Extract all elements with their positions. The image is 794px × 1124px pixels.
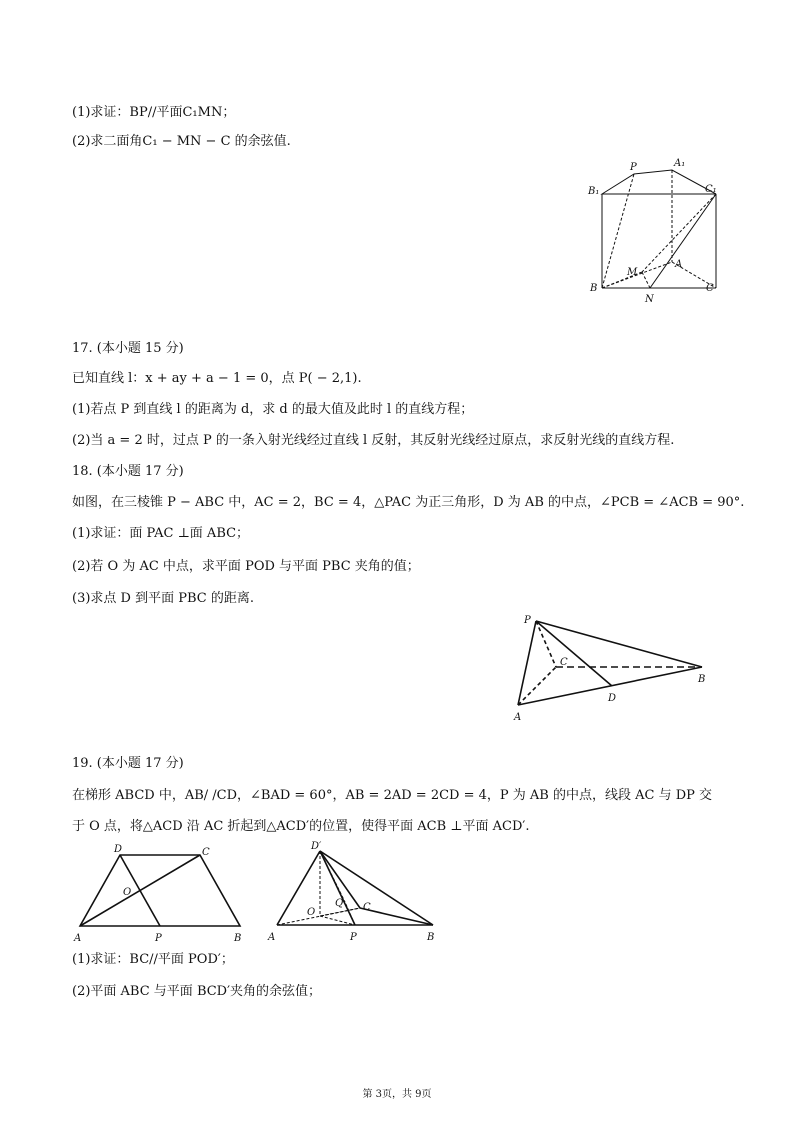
trapezoid-abcd [80,855,240,926]
label-b: B [590,283,598,294]
q19-header: 19. (本小题 17 分) [72,756,184,771]
label-c: C [363,902,371,913]
q19-part1: (1)求证：BC//平面 POD′； [72,952,234,967]
q17-part2: (2)当 a = 2 时，过点 P 的一条入射光线经过直线 l 反射，其反射光线经过原点，求反射光线的直线方程. [72,433,675,448]
edge-pa [518,621,536,705]
pyramid-figure [510,610,720,725]
label-a: A [268,932,276,943]
trapezoid-figure [70,838,255,948]
segment-op [320,916,355,925]
q16-part2: (2)求二面角C₁ − MN − C 的余弦值. [72,134,291,149]
q17-header: 17. (本小题 15 分) [72,341,184,356]
label-o: O [307,907,316,918]
segment-mn [642,272,650,288]
label-b: B [234,933,242,944]
folded-figure [265,836,445,948]
prism-figure [580,150,720,310]
label-o: O [123,887,132,898]
label-a: A [514,712,522,723]
label-c1: C₁ [705,184,717,195]
label-p: P [155,933,162,944]
q18-part2: (2)若 O 为 AC 中点，求平面 POD 与平面 PBC 夹角的值； [72,559,420,574]
q18-part1: (1)求证：面 PAC ⊥面 ABC； [72,526,250,541]
q18-stem: 如图，在三棱锥 P − ABC 中，AC = 2，BC = 4，△PAC 为正三角形，D 为 AB 的中点，∠PCB = ∠ACB = 90°. [72,495,745,510]
label-a: A [675,259,683,270]
label-a1: A₁ [674,158,686,169]
label-c: C [560,657,568,668]
label-m: M [627,267,638,278]
q19-part2: (2)平面 ABC 与平面 BCD′夹角的余弦值； [72,984,322,999]
label-c: C [706,283,714,294]
label-b: B [427,932,435,943]
label-d-prime: D′ [311,841,322,852]
top-face [602,170,716,194]
segment-c1n [650,194,716,288]
segment-oc [320,908,360,916]
q19-stem-line2: 于 O 点，将△ACD 沿 AC 折起到△ACD′的位置，使得平面 ACB ⊥平面 ACD′. [72,819,530,834]
label-p: P [350,932,357,943]
label-p: P [524,615,531,626]
label-d: D [114,844,123,855]
label-d: D [608,693,617,704]
q18-header: 18. (本小题 17 分) [72,464,184,479]
edge-ac [277,908,360,925]
q16-part1: (1)求证：BP//平面C₁MN； [72,105,236,120]
label-n: N [645,294,654,305]
label-c: C [202,847,210,858]
q17-part1: (1)若点 P 到直线 l 的距离为 d，求 d 的最大值及此时 l 的直线方程； [72,402,474,417]
label-b: B [698,674,706,685]
label-q: Q [335,898,344,909]
edge-pc [536,621,556,667]
page-footer: 第 3页，共 9页 [362,1089,432,1100]
edge-cb [360,908,433,925]
q17-stem: 已知直线 l：x + ay + a − 1 = 0，点 P( − 2,1). [72,371,362,386]
label-a: A [74,933,82,944]
q18-part3: (3)求点 D 到平面 PBC 的距离. [72,591,254,606]
label-p: P [630,162,637,173]
label-b1: B₁ [588,186,600,197]
q19-stem-line1: 在梯形 ABCD 中，AB/ /CD，∠BAD = 60°，AB = 2AD = 2CD = 4，P 为 AB 的中点，线段 AC 与 DP 交 [72,788,713,803]
edge-ac [518,667,556,705]
